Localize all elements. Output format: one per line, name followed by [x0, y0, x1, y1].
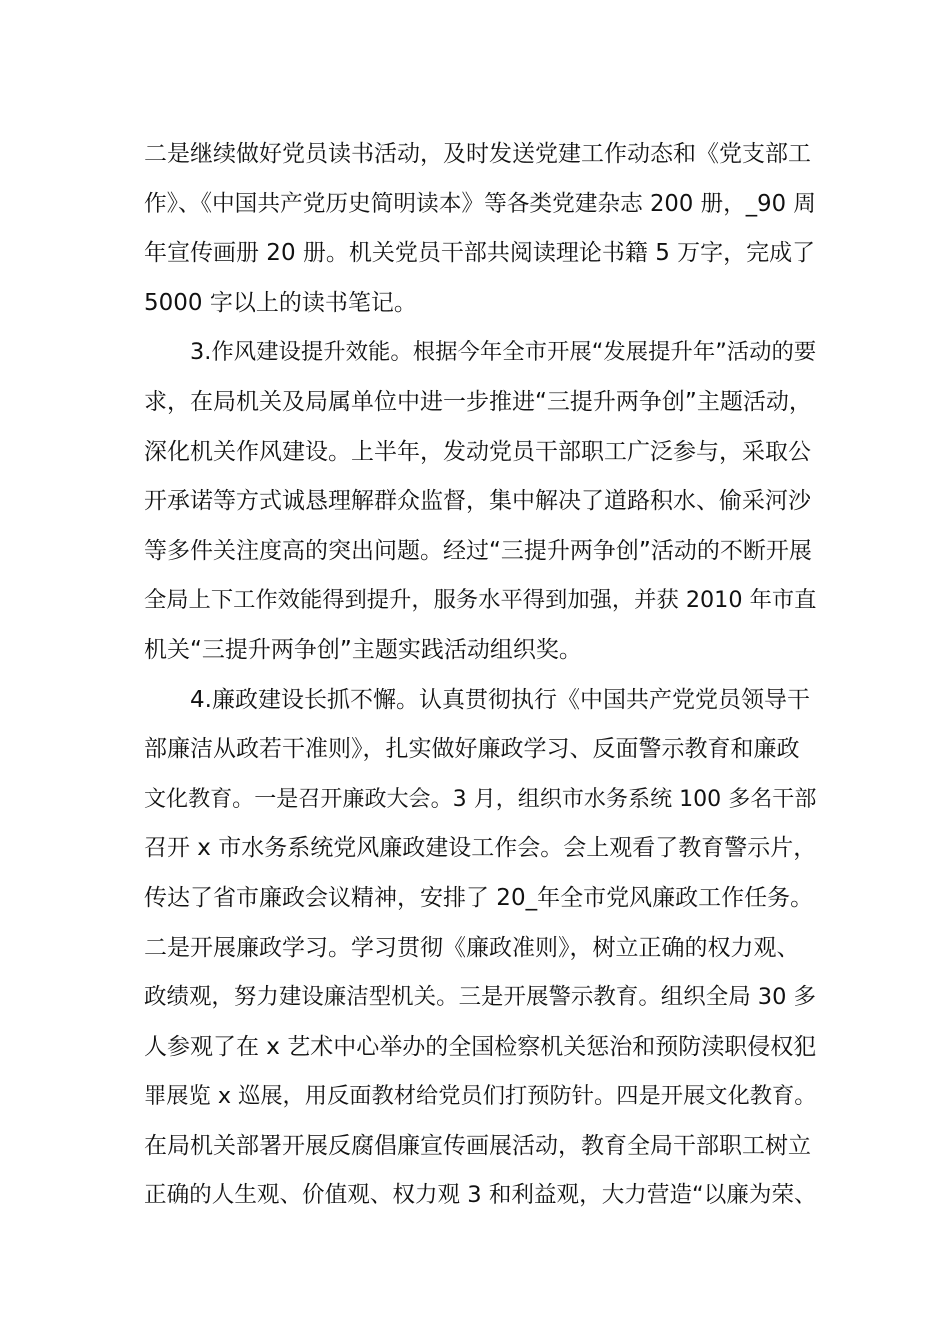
text-line: 求，在局机关及局属单位中进一步推进“三提升两争创”主题活动， — [144, 388, 812, 415]
text-line: 全局上下工作效能得到提升，服务水平得到加强，并获 2010 年市直 — [144, 587, 817, 614]
text-line: 作》、《中国共产党历史简明读本》等各类党建杂志 200 册，_90 周 — [144, 190, 816, 217]
text-line: 二是继续做好党员读书活动，及时发送党建工作动态和《党支部工 — [144, 141, 811, 167]
text-line: 文化教育。一是召开廉政大会。3 月，组织市水务系统 100 多名干部 — [144, 786, 817, 812]
text-line: 开承诺等方式诚恳理解群众监督，集中解决了道路积水、偷采河沙 — [144, 488, 811, 515]
text-line: 二是开展廉政学习。学习贯彻《廉政准则》，树立正确的权力观、 — [144, 934, 800, 961]
text-line: 人参观了在 x 艺术中心举办的全国检察机关惩治和预防渎职侵权犯 — [144, 1033, 817, 1060]
text-line: 召开 x 市水务系统党风廉政建设工作会。会上观看了教育警示片， — [144, 835, 817, 862]
text-line: 正确的人生观、价值观、权力观 3 和利益观，大力营造“以廉为荣、 — [144, 1182, 817, 1209]
body-text — [144, 130, 820, 1221]
text-line: 机关“三提升两争创”主题实践活动组织奖。 — [144, 636, 582, 663]
text-line: 部廉洁从政若干准则》，扎实做好廉政学习、反面警示教育和廉政 — [144, 736, 800, 763]
text-line: 在局机关部署开展反腐倡廉宣传画展活动，教育全局干部职工树立 — [144, 1132, 811, 1159]
text-line: 政绩观，努力建设廉洁型机关。三是开展警示教育。组织全局 30 多 — [144, 984, 817, 1011]
text-line: 等多件关注度高的突出问题。经过“三提升两争创”活动的不断开展 — [144, 537, 812, 564]
text-line: 传达了省市廉政会议精神，安排了 20_年全市党风廉政工作任务。 — [144, 884, 814, 911]
text-line: 深化机关作风建设。上半年，发动党员干部职工广泛参与，采取公 — [144, 438, 811, 465]
paragraph-heading-line: 3.作风建设提升效能。根据今年全市开展“发展提升年”活动的要 — [190, 339, 817, 366]
text-line: 5000 字以上的读书笔记。 — [144, 289, 417, 316]
paragraph-heading-line: 4.廉政建设长抓不懈。认真贯彻执行《中国共产党党员领导干 — [190, 686, 810, 713]
text-line: 年宣传画册 20 册。机关党员干部共阅读理论书籍 5 万字，完成了 — [144, 240, 816, 267]
text-line: 罪展览 x 巡展，用反面教材给党员们打预防针。四是开展文化教育。 — [144, 1083, 817, 1110]
